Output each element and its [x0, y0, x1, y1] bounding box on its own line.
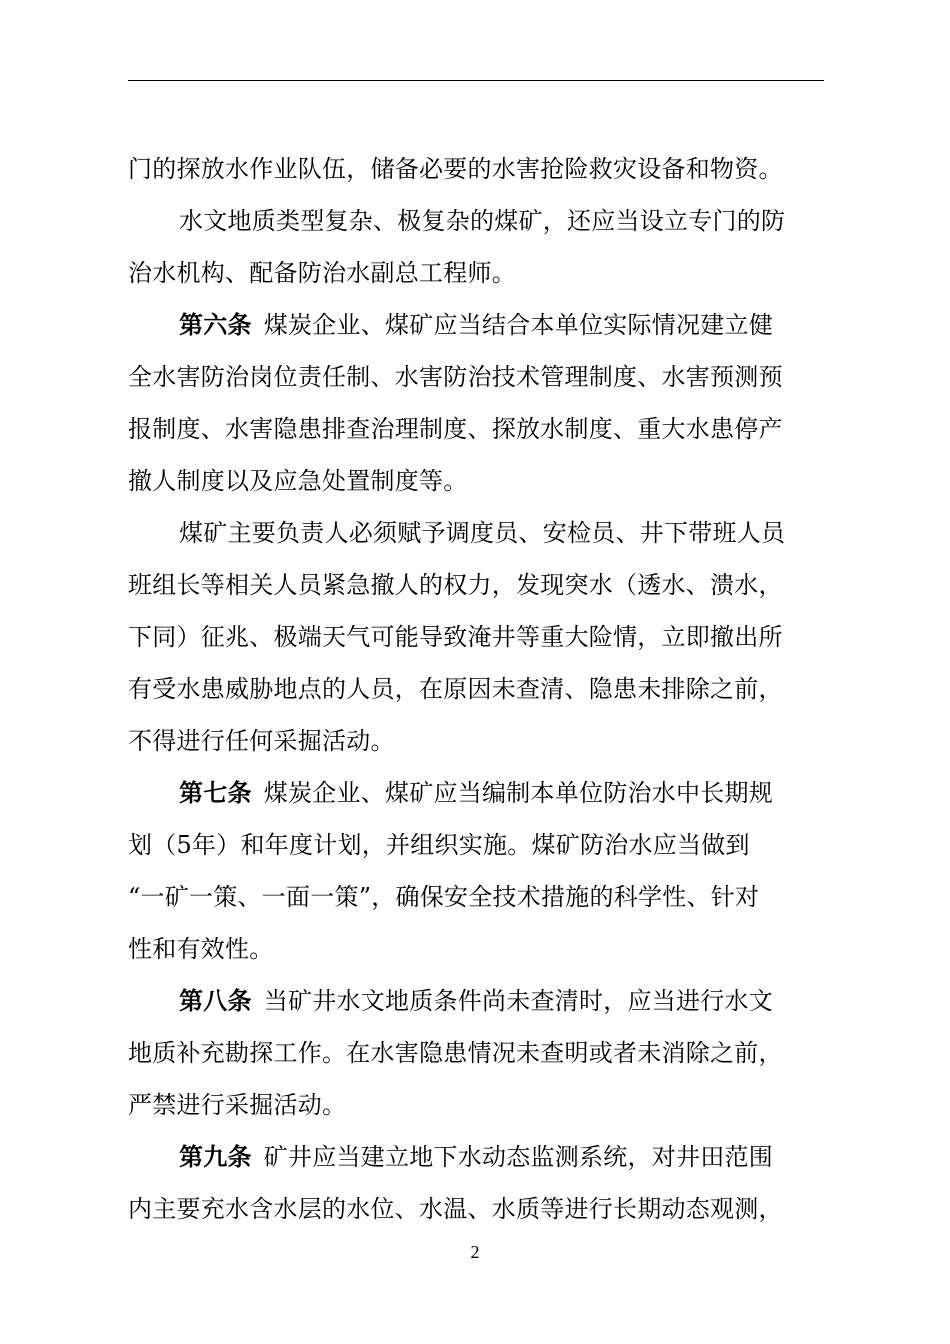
page-number: 2	[470, 1242, 480, 1262]
text-line: 治水机构、配备防治水副总工程师。	[128, 259, 516, 287]
article-9-label: 第九条	[179, 1142, 252, 1171]
text-line: 内主要充水含水层的水位、水温、水质等进行长期动态观测，	[128, 1195, 783, 1223]
text-run: 煤炭企业、煤矿应当结合本单位实际情况建立健	[263, 311, 773, 339]
article-7-label: 第七条	[179, 778, 252, 807]
text-line: 不得进行任何采掘活动。	[128, 727, 395, 755]
text-line: 有受水患威胁地点的人员，在原因未查清、隐患未排除之前，	[128, 675, 783, 703]
text-line: 划（5年）和年度计划，并组织实施。煤矿防治水应当做到	[128, 831, 750, 859]
text-line: 煤矿主要负责人必须赋予调度员、安检员、井下带班人员	[179, 519, 786, 547]
text-line: 严禁进行采掘活动。	[128, 1091, 347, 1119]
article-8-first-line	[128, 975, 828, 1027]
text-line: 水文地质类型复杂、极复杂的煤矿，还应当设立专门的防	[179, 207, 786, 235]
header-rule	[128, 80, 824, 81]
text-line: 报制度、水害隐患排查治理制度、探放水制度、重大水患停产	[128, 415, 783, 443]
text-line: 全水害防治岗位责任制、水害防治技术管理制度、水害预测预	[128, 363, 783, 391]
text-line: 班组长等相关人员紧急撤人的权力，发现突水（透水、溃水，	[128, 571, 783, 599]
text-run: 当矿井水文地质条件尚未查清时，应当进行水文	[263, 987, 773, 1015]
article-8-label: 第八条	[179, 986, 252, 1015]
text-run: 煤炭企业、煤矿应当编制本单位防治水中长期规	[263, 779, 773, 807]
text-line: 下同）征兆、极端天气可能导致淹井等重大险情，立即撤出所	[128, 623, 783, 651]
text-line: “一矿一策、一面一策”，确保安全技术措施的科学性、针对	[128, 883, 760, 911]
text-line: 性和有效性。	[128, 935, 274, 963]
text-line: 地质补充勘探工作。在水害隐患情况未查明或者未消除之前，	[128, 1039, 783, 1067]
article-9-first-line	[128, 1131, 828, 1183]
article-6-first-line	[128, 299, 828, 351]
article-7-first-line	[128, 767, 828, 819]
article-6-label: 第六条	[179, 310, 252, 339]
text-run: 矿井应当建立地下水动态监测系统，对井田范围	[263, 1143, 773, 1171]
text-line: 撤人制度以及应急处置制度等。	[128, 467, 468, 495]
text-line: 门的探放水作业队伍，储备必要的水害抢险救灾设备和物资。	[128, 155, 783, 183]
document-body	[128, 143, 828, 1235]
